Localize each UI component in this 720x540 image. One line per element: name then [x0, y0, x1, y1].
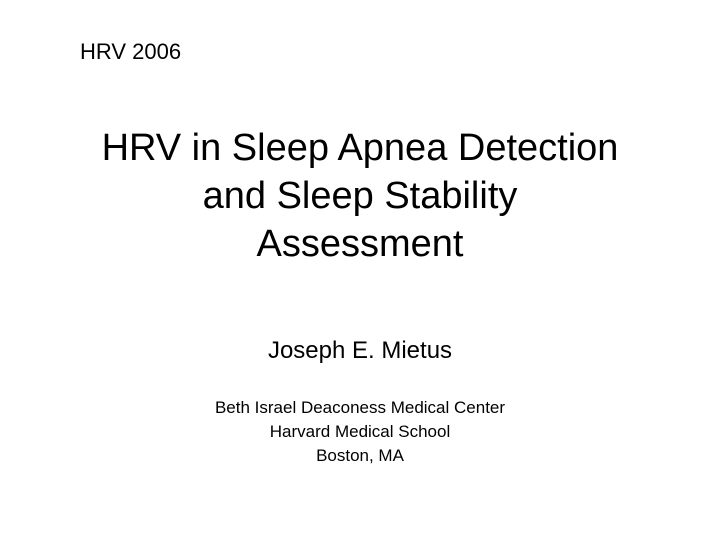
title-line-1: HRV in Sleep Apnea Detection [101, 127, 619, 169]
affiliation-block [60, 396, 660, 468]
slide-title [60, 124, 660, 268]
title-line-2: and Sleep Stability [202, 175, 518, 217]
author-name: Joseph E. Mietus [267, 337, 453, 364]
affiliation-institution: Beth Israel Deaconess Medical Center [214, 398, 506, 417]
title-line-3: Assessment [256, 223, 464, 265]
affiliation-location: Boston, MA [316, 446, 404, 465]
affiliation-school: Harvard Medical School [269, 422, 451, 441]
header-label: HRV 2006 [80, 39, 182, 64]
